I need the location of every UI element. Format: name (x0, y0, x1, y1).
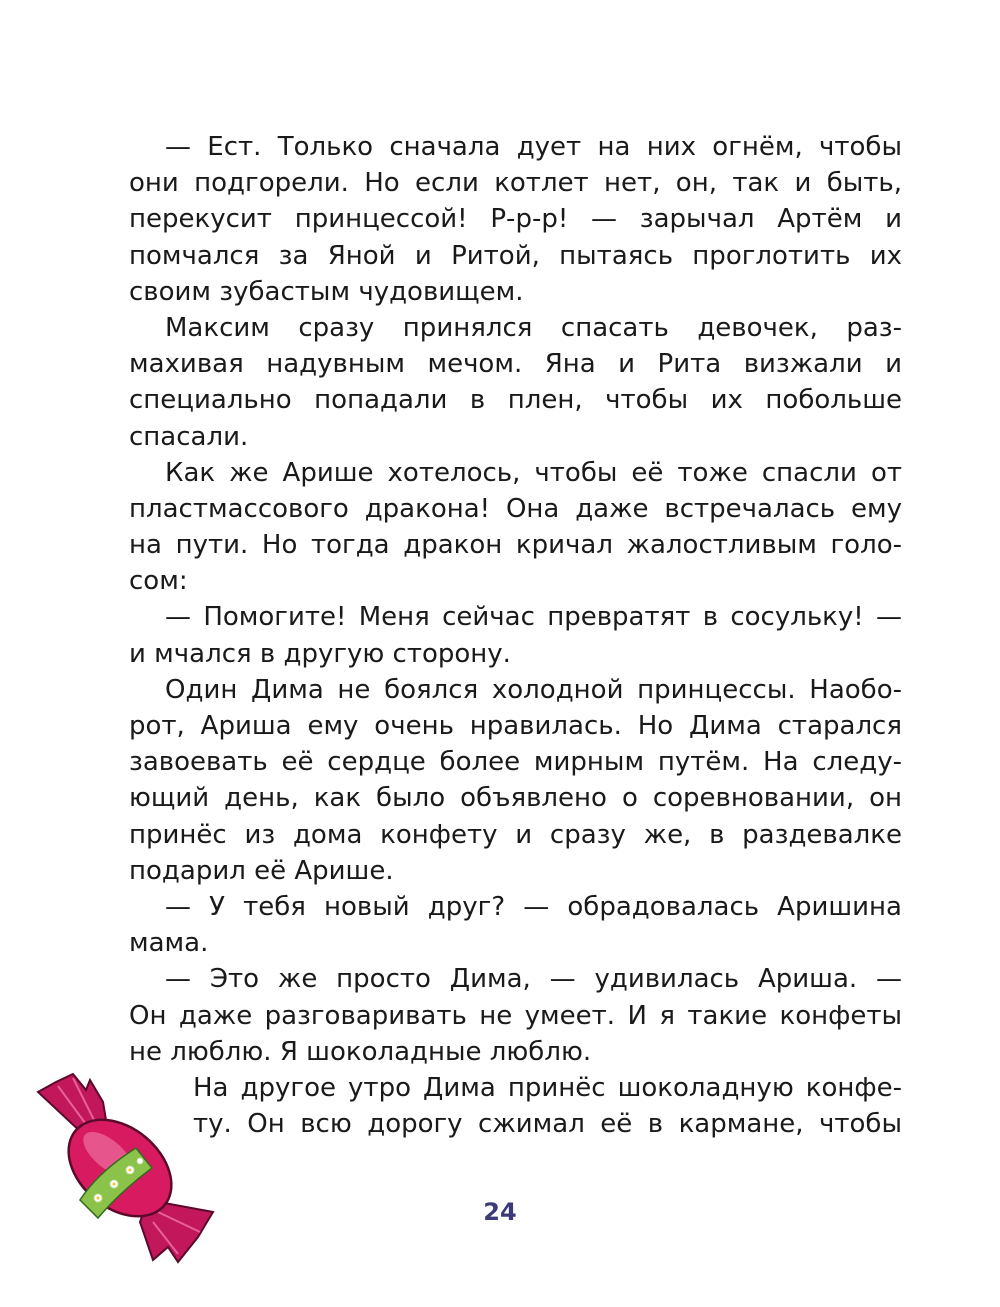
text-line: — Это же просто Дима, — удивилась Ариша. — (165, 964, 902, 995)
text-line: перекусит принцессой! Р-р-р! — зарычал Артём и (129, 204, 902, 235)
candy-illustration (28, 1072, 218, 1267)
text-line: Один Дима не боялся холодной принцессы. Наобо- (165, 674, 902, 705)
text-line: ющий день, как было объявлено о соревновании, он (129, 783, 902, 814)
text-line: мама. (129, 928, 209, 959)
text-line: сом: (129, 566, 188, 597)
text-line: завоевать её сердце более мирным путём. На следу- (129, 747, 902, 778)
text-line: подарил её Арише. (129, 855, 394, 886)
text-line: не люблю. Я шоколадные люблю. (129, 1036, 592, 1067)
text-line: На другое утро Дима принёс шоколадную конфе- (193, 1073, 902, 1103)
text-line: махивая надувным мечом. Яна и Рита визжали и (129, 349, 902, 380)
text-line: Максим сразу принялся спасать девочек, раз- (165, 312, 902, 343)
text-line: своим зубастым чудовищем. (129, 276, 524, 307)
main-text (129, 129, 902, 1070)
text-line: на пути. Но тогда дракон кричал жалостливым голо- (129, 530, 902, 561)
text-line: ту. Он всю дорогу сжимал её в кармане, чтобы (193, 1109, 902, 1140)
text-line: принёс из дома конфету и сразу же, в раздевалке (129, 819, 902, 850)
text-line: Как же Арише хотелось, чтобы её тоже спасли от (165, 457, 902, 488)
text-line: — Ест. Только сначала дует на них огнём, чтобы (165, 132, 902, 162)
wrapped-text (193, 1070, 902, 1142)
text-line: специально попадали в плен, чтобы их побольше (129, 385, 902, 416)
text-line: пластмассового дракона! Она даже встречалась ему (129, 493, 902, 524)
text-line: рот, Ариша ему очень нравилась. Но Дима старался (129, 711, 902, 741)
text-line: Он даже разговаривать не умеет. И я такие конфеты (129, 1000, 902, 1031)
text-line: помчался за Яной и Ритой, пытаясь проглотить их (129, 240, 902, 271)
text-line: и мчался в другую сторону. (129, 638, 511, 669)
text-line: — У тебя новый друг? — обрадовалась Аришина (165, 891, 902, 922)
text-line: — Помогите! Меня сейчас превратят в сосульку! — (165, 602, 902, 633)
text-line: они подгорели. Но если котлет нет, он, так и быть, (129, 168, 902, 199)
text-line: спасали. (129, 421, 249, 452)
page-number: 24 (483, 1198, 517, 1226)
